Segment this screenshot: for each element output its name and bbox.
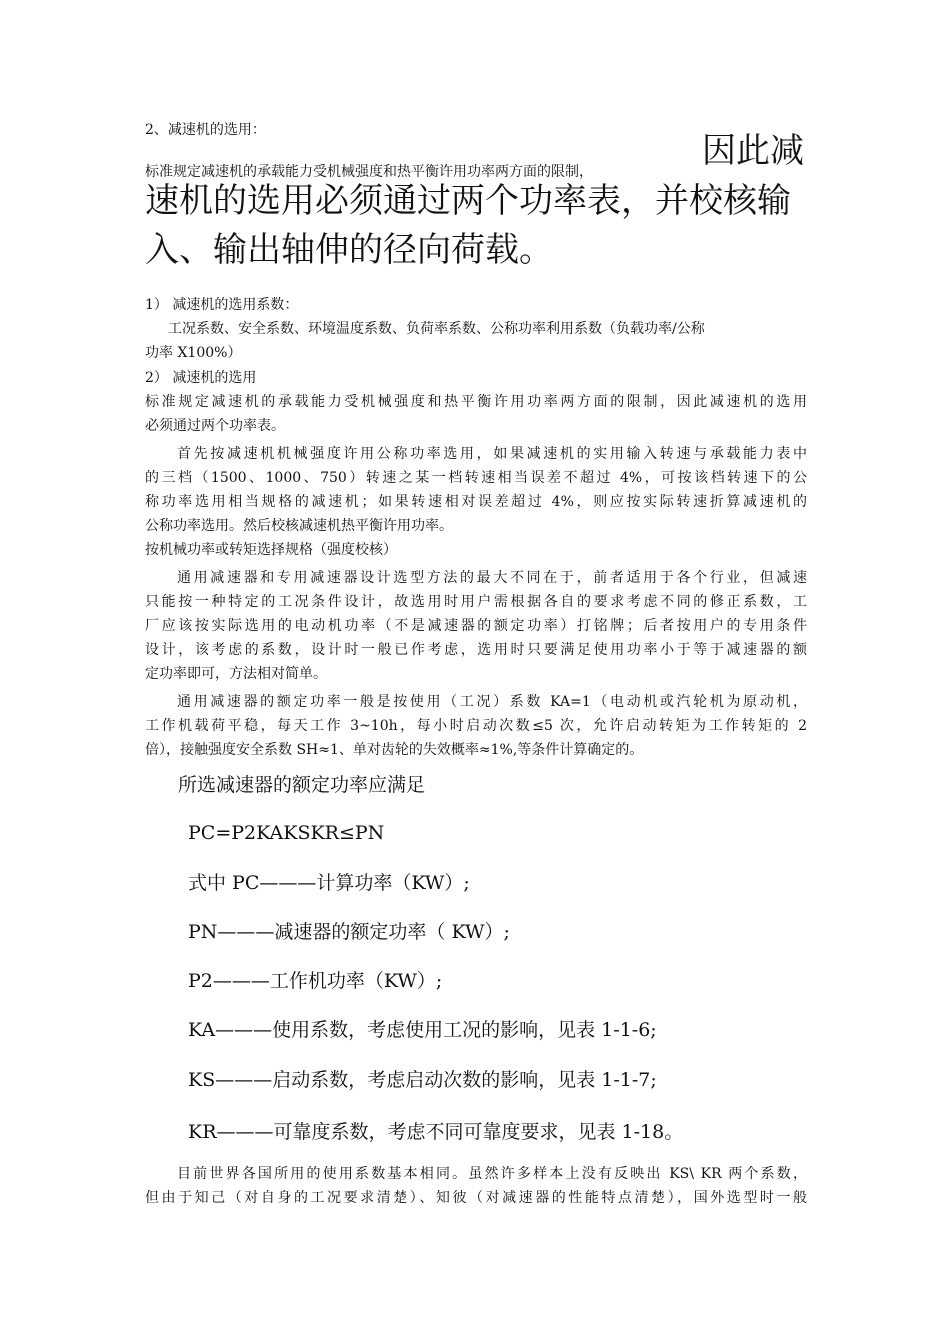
paragraph-2-line-4: 设计，该考虑的系数，设计时一般已作考虑，选用时只要满足使用功率小于等于减速器的额 (145, 642, 807, 658)
paragraph-1-line-1: 首先按减速机机械强度许用公称功率选用，如果减速机的实用输入转速与承载能力表中 (177, 446, 807, 462)
paragraph-2-line-3: 厂应该按实际选用的电动机功率（不是减速器的额定功率）打铭牌；后者按用户的专用条件 (145, 618, 807, 634)
paragraph-3-line-3: 倍），接触强度安全系数 SH≈1、单对齿轮的失效概率≈1%,等条件计算确定的。 (145, 742, 644, 758)
subsection-1-title: 1） 减速机的选用系数： (145, 297, 299, 313)
paragraph-3-line-1: 通用减速器的额定功率一般是按使用（工况）系数 KA=1（电动机或汽轮机为原动机， (177, 694, 807, 710)
subsection-2-title: 2） 减速机的选用 (145, 370, 257, 386)
paragraph-2-line-1: 通用减速器和专用减速器设计选型方法的最大不同在于，前者适用于各个行业，但减速 (177, 570, 807, 586)
definition-pn: PN———减速器的额定功率（ KW）; (188, 921, 510, 943)
subsection-1-body-cont: 功率 X100%） (145, 345, 242, 361)
intro-big-text-2: 速机的选用必须通过两个功率表，并校核输 (145, 181, 791, 221)
paragraph-4-line-1: 目前世界各国所用的使用系数基本相同。虽然许多样本上没有反映出 KS\ KR 两个系数， (177, 1166, 807, 1182)
section-title: 2、减速机的选用： (145, 122, 266, 138)
paragraph-1-line-2: 的三档（1500、1000、750）转速之某一档转速相当误差不超过 4%，可按该档转速下的公 (145, 470, 807, 486)
formula: PC=P2KAKSKR≤PN (188, 822, 385, 844)
rated-power-intro: 所选减速器的额定功率应满足 (178, 774, 426, 796)
definition-kr: KR———可靠度系数，考虑不同可靠度要求，见表 1-18。 (188, 1121, 684, 1143)
paragraph-2-line-2: 只能按一种特定的工况条件设计，故选用时用户需根据各自的要求考虑不同的修正系数，工 (145, 594, 807, 610)
paragraph-1-line-3: 称功率选用相当规格的减速机；如果转速相对误差超过 4%，则应按实际转速折算减速机的 (145, 494, 807, 510)
subsection-2-body-cont: 必须通过两个功率表。 (145, 418, 285, 434)
paragraph-3-line-2: 工作机载荷平稳，每天工作 3~10h，每小时启动次数≤5 次，允许启动转矩为工作转矩的 2 (145, 718, 807, 734)
definition-ks: KS———启动系数，考虑启动次数的影响，见表 1-1-7; (188, 1069, 657, 1091)
subsection-2-body: 标准规定减速机的承载能力受机械强度和热平衡许用功率两方面的限制，因此减速机的选用 (145, 394, 807, 410)
intro-small-text: 标准规定减速机的承载能力受机械强度和热平衡许用功率两方面的限制， (145, 164, 593, 180)
intro-big-text-3: 入、输出轴伸的径向荷载。 (145, 230, 553, 270)
paragraph-2-line-5: 定功率即可，方法相对简单。 (145, 666, 327, 682)
definition-ka: KA———使用系数，考虑使用工况的影响，见表 1-1-6; (188, 1019, 657, 1041)
subsection-1-body: 工况系数、安全系数、环境温度系数、负荷率系数、公称功率利用系数（负载功率/公称 (168, 321, 705, 337)
paragraph-1-line-4: 公称功率选用。然后校核减速机热平衡许用功率。 (145, 518, 453, 534)
paragraph-4-line-2: 但由于知己（对自身的工况要求清楚）、知彼（对减速器的性能特点清楚），国外选型时一般 (145, 1190, 807, 1206)
definition-pc: 式中 PC———计算功率（KW）; (188, 872, 470, 894)
intro-big-text-1: 因此减 (702, 131, 804, 171)
heading-strength-check: 按机械功率或转矩选择规格（强度校核） (145, 542, 397, 558)
definition-p2: P2———工作机功率（KW）; (188, 970, 443, 992)
